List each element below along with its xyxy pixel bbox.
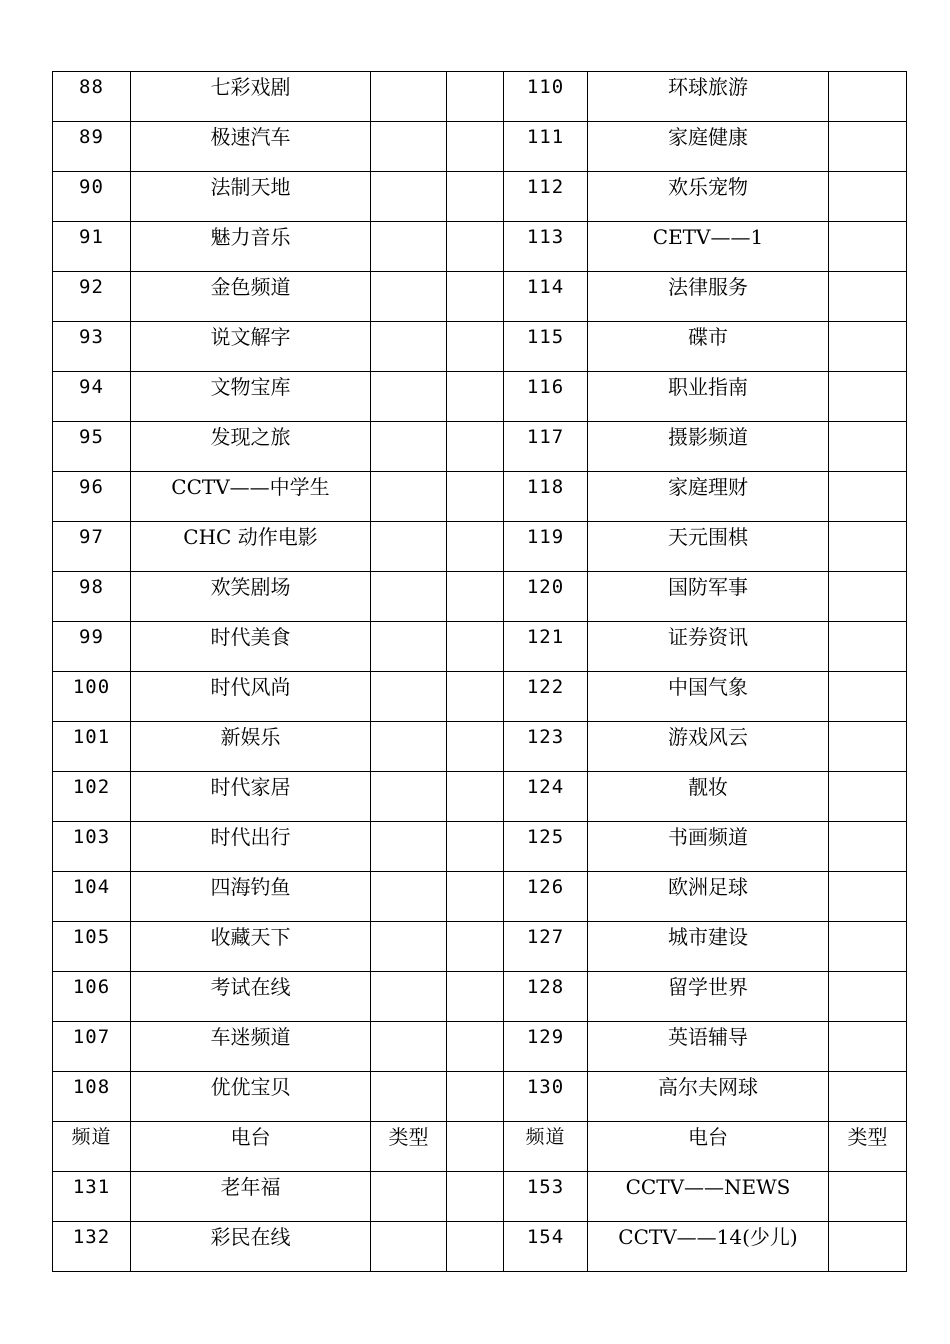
right-type-cell — [829, 122, 907, 172]
left-type-cell: 类型 — [371, 1122, 447, 1172]
left-type-cell — [371, 272, 447, 322]
left-type-cell — [371, 522, 447, 572]
column-gap-cell — [447, 922, 504, 972]
left-station-cell: 老年福 — [131, 1172, 371, 1222]
right-station-cell: 摄影频道 — [588, 422, 829, 472]
right-type-cell — [829, 1222, 907, 1272]
right-type-cell — [829, 822, 907, 872]
left-station-cell: 新娱乐 — [131, 722, 371, 772]
right-type-cell — [829, 922, 907, 972]
left-channel-cell: 89 — [53, 122, 131, 172]
table-row — [53, 922, 907, 972]
right-channel-cell: 122 — [504, 672, 588, 722]
column-gap-cell — [447, 172, 504, 222]
right-station-cell: 环球旅游 — [588, 72, 829, 122]
left-station-cell: 彩民在线 — [131, 1222, 371, 1272]
right-channel-cell: 110 — [504, 72, 588, 122]
right-channel-cell: 129 — [504, 1022, 588, 1072]
column-gap-cell — [447, 822, 504, 872]
table-row — [53, 322, 907, 372]
right-type-cell — [829, 422, 907, 472]
table-row — [53, 472, 907, 522]
column-gap-cell — [447, 1122, 504, 1172]
right-station-cell: 中国气象 — [588, 672, 829, 722]
right-station-cell: CCTV——NEWS — [588, 1172, 829, 1222]
column-gap-cell — [447, 1072, 504, 1122]
left-station-cell: 时代美食 — [131, 622, 371, 672]
right-station-cell: 家庭理财 — [588, 472, 829, 522]
right-type-cell — [829, 772, 907, 822]
right-type-cell — [829, 972, 907, 1022]
right-station-cell: 城市建设 — [588, 922, 829, 972]
left-channel-cell: 100 — [53, 672, 131, 722]
left-type-cell — [371, 572, 447, 622]
column-gap-cell — [447, 1222, 504, 1272]
table-row — [53, 372, 907, 422]
left-station-cell: 时代家居 — [131, 772, 371, 822]
column-gap-cell — [447, 322, 504, 372]
left-channel-cell: 102 — [53, 772, 131, 822]
right-type-cell — [829, 222, 907, 272]
column-gap-cell — [447, 1022, 504, 1072]
right-channel-cell: 115 — [504, 322, 588, 372]
left-station-cell: 四海钓鱼 — [131, 872, 371, 922]
left-type-cell — [371, 622, 447, 672]
right-station-cell: CCTV——14(少儿) — [588, 1222, 829, 1272]
right-station-cell: 家庭健康 — [588, 122, 829, 172]
table-row — [53, 72, 907, 122]
right-station-cell: 欢乐宠物 — [588, 172, 829, 222]
left-type-cell — [371, 72, 447, 122]
right-channel-cell: 111 — [504, 122, 588, 172]
left-station-cell: 金色频道 — [131, 272, 371, 322]
column-gap-cell — [447, 422, 504, 472]
right-channel-cell: 频道 — [504, 1122, 588, 1172]
left-channel-cell: 132 — [53, 1222, 131, 1272]
right-channel-cell: 118 — [504, 472, 588, 522]
channel-table — [52, 71, 907, 1272]
left-channel-cell: 131 — [53, 1172, 131, 1222]
table-row — [53, 772, 907, 822]
left-type-cell — [371, 922, 447, 972]
left-channel-cell: 98 — [53, 572, 131, 622]
right-channel-cell: 116 — [504, 372, 588, 422]
channel-table-body — [53, 72, 907, 1272]
left-channel-cell: 95 — [53, 422, 131, 472]
right-station-cell: 国防军事 — [588, 572, 829, 622]
left-type-cell — [371, 222, 447, 272]
left-station-cell: 欢笑剧场 — [131, 572, 371, 622]
left-channel-cell: 92 — [53, 272, 131, 322]
right-channel-cell: 119 — [504, 522, 588, 572]
right-channel-cell: 112 — [504, 172, 588, 222]
left-channel-cell: 91 — [53, 222, 131, 272]
left-station-cell: 文物宝库 — [131, 372, 371, 422]
left-channel-cell: 93 — [53, 322, 131, 372]
right-channel-cell: 117 — [504, 422, 588, 472]
left-station-cell: 极速汽车 — [131, 122, 371, 172]
right-type-cell — [829, 572, 907, 622]
left-station-cell: 七彩戏剧 — [131, 72, 371, 122]
table-row — [53, 272, 907, 322]
left-station-cell: 时代风尚 — [131, 672, 371, 722]
right-type-cell — [829, 622, 907, 672]
right-channel-cell: 126 — [504, 872, 588, 922]
right-type-cell — [829, 672, 907, 722]
right-type-cell — [829, 172, 907, 222]
column-gap-cell — [447, 872, 504, 922]
left-station-cell: 法制天地 — [131, 172, 371, 222]
channel-table-page — [52, 71, 907, 1272]
right-station-cell: 天元围棋 — [588, 522, 829, 572]
left-type-cell — [371, 122, 447, 172]
left-station-cell: 电台 — [131, 1122, 371, 1172]
left-station-cell: 说文解字 — [131, 322, 371, 372]
right-type-cell — [829, 1172, 907, 1222]
left-type-cell — [371, 372, 447, 422]
column-gap-cell — [447, 372, 504, 422]
table-row — [53, 222, 907, 272]
right-type-cell — [829, 1072, 907, 1122]
left-type-cell — [371, 1072, 447, 1122]
left-type-cell — [371, 322, 447, 372]
column-gap-cell — [447, 122, 504, 172]
right-channel-cell: 114 — [504, 272, 588, 322]
left-channel-cell: 107 — [53, 1022, 131, 1072]
table-row — [53, 172, 907, 222]
column-gap-cell — [447, 622, 504, 672]
right-channel-cell: 128 — [504, 972, 588, 1022]
left-channel-cell: 104 — [53, 872, 131, 922]
right-station-cell: 法律服务 — [588, 272, 829, 322]
right-type-cell — [829, 872, 907, 922]
left-channel-cell: 94 — [53, 372, 131, 422]
left-channel-cell: 108 — [53, 1072, 131, 1122]
left-station-cell: 收藏天下 — [131, 922, 371, 972]
right-channel-cell: 113 — [504, 222, 588, 272]
left-type-cell — [371, 172, 447, 222]
left-type-cell — [371, 472, 447, 522]
left-type-cell — [371, 772, 447, 822]
right-station-cell: 欧洲足球 — [588, 872, 829, 922]
table-row — [53, 1072, 907, 1122]
left-station-cell: 优优宝贝 — [131, 1072, 371, 1122]
right-channel-cell: 121 — [504, 622, 588, 672]
left-type-cell — [371, 1222, 447, 1272]
left-type-cell — [371, 422, 447, 472]
right-type-cell — [829, 72, 907, 122]
left-type-cell — [371, 822, 447, 872]
left-type-cell — [371, 1022, 447, 1072]
table-row — [53, 422, 907, 472]
left-channel-cell: 101 — [53, 722, 131, 772]
left-channel-cell: 97 — [53, 522, 131, 572]
column-gap-cell — [447, 72, 504, 122]
left-channel-cell: 103 — [53, 822, 131, 872]
right-station-cell: 留学世界 — [588, 972, 829, 1022]
left-station-cell: CHC 动作电影 — [131, 522, 371, 572]
left-type-cell — [371, 1172, 447, 1222]
left-type-cell — [371, 972, 447, 1022]
table-row — [53, 1222, 907, 1272]
left-station-cell: 魅力音乐 — [131, 222, 371, 272]
right-station-cell: 书画频道 — [588, 822, 829, 872]
right-channel-cell: 125 — [504, 822, 588, 872]
column-gap-cell — [447, 222, 504, 272]
table-row — [53, 522, 907, 572]
right-station-cell: 证券资讯 — [588, 622, 829, 672]
left-station-cell: 考试在线 — [131, 972, 371, 1022]
column-gap-cell — [447, 522, 504, 572]
right-station-cell: 碟市 — [588, 322, 829, 372]
column-gap-cell — [447, 472, 504, 522]
column-gap-cell — [447, 772, 504, 822]
right-station-cell: CETV——1 — [588, 222, 829, 272]
table-row — [53, 872, 907, 922]
table-row — [53, 722, 907, 772]
table-row — [53, 1172, 907, 1222]
left-channel-cell: 96 — [53, 472, 131, 522]
right-station-cell: 职业指南 — [588, 372, 829, 422]
right-type-cell — [829, 272, 907, 322]
right-station-cell: 游戏风云 — [588, 722, 829, 772]
column-gap-cell — [447, 572, 504, 622]
left-channel-cell: 频道 — [53, 1122, 131, 1172]
column-gap-cell — [447, 722, 504, 772]
right-type-cell — [829, 322, 907, 372]
right-type-cell — [829, 372, 907, 422]
table-row — [53, 1122, 907, 1172]
left-channel-cell: 99 — [53, 622, 131, 672]
right-type-cell — [829, 522, 907, 572]
column-gap-cell — [447, 972, 504, 1022]
column-gap-cell — [447, 272, 504, 322]
right-type-cell: 类型 — [829, 1122, 907, 1172]
column-gap-cell — [447, 1172, 504, 1222]
right-station-cell: 电台 — [588, 1122, 829, 1172]
table-row — [53, 572, 907, 622]
right-type-cell — [829, 722, 907, 772]
left-station-cell: 时代出行 — [131, 822, 371, 872]
left-station-cell: CCTV——中学生 — [131, 472, 371, 522]
right-channel-cell: 130 — [504, 1072, 588, 1122]
right-channel-cell: 120 — [504, 572, 588, 622]
left-channel-cell: 106 — [53, 972, 131, 1022]
table-row — [53, 1022, 907, 1072]
column-gap-cell — [447, 672, 504, 722]
right-type-cell — [829, 1022, 907, 1072]
left-type-cell — [371, 672, 447, 722]
right-station-cell: 英语辅导 — [588, 1022, 829, 1072]
left-channel-cell: 90 — [53, 172, 131, 222]
right-channel-cell: 123 — [504, 722, 588, 772]
left-station-cell: 发现之旅 — [131, 422, 371, 472]
right-channel-cell: 124 — [504, 772, 588, 822]
right-channel-cell: 153 — [504, 1172, 588, 1222]
table-row — [53, 972, 907, 1022]
table-row — [53, 672, 907, 722]
table-row — [53, 122, 907, 172]
right-station-cell: 高尔夫网球 — [588, 1072, 829, 1122]
right-station-cell: 靓妆 — [588, 772, 829, 822]
left-station-cell: 车迷频道 — [131, 1022, 371, 1072]
right-type-cell — [829, 472, 907, 522]
left-channel-cell: 88 — [53, 72, 131, 122]
left-channel-cell: 105 — [53, 922, 131, 972]
right-channel-cell: 127 — [504, 922, 588, 972]
table-row — [53, 822, 907, 872]
left-type-cell — [371, 872, 447, 922]
left-type-cell — [371, 722, 447, 772]
table-row — [53, 622, 907, 672]
right-channel-cell: 154 — [504, 1222, 588, 1272]
